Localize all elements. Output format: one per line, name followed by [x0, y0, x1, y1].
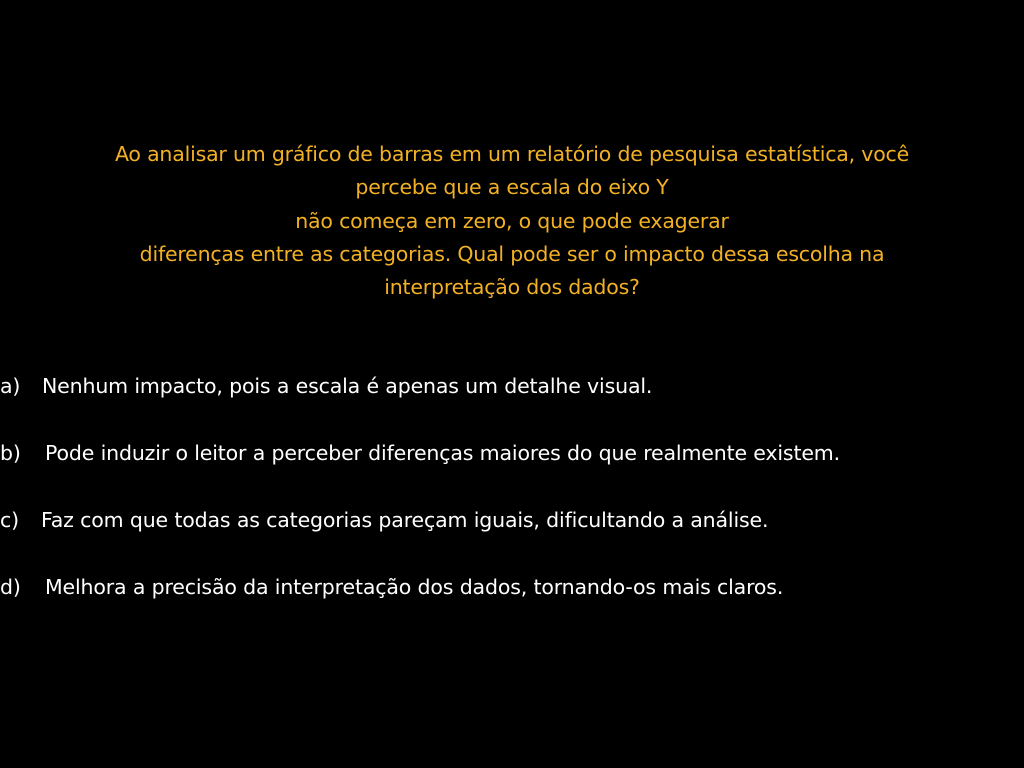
answer-options	[0, 369, 1024, 637]
option-text: Faz com que todas as categorias pareçam iguais, dificultando a análise.	[41, 508, 769, 532]
question-line: Ao analisar um gráfico de barras em um relatório de pesquisa estatística, você	[114, 142, 910, 166]
question-line: interpretação dos dados?	[384, 275, 640, 300]
option-text: Pode induzir o leitor a perceber diferenças maiores do que realmente existem.	[45, 441, 840, 465]
option-text: Nenhum impacto, pois a escala é apenas um detalhe visual.	[42, 374, 653, 398]
option-a[interactable]: a) Nenhum impacto, pois a escala é apenas um detalhe visual.	[0, 369, 1024, 436]
question-line: não começa em zero, o que pode exagerar	[295, 208, 729, 233]
option-b[interactable]: b) Pode induzir o leitor a perceber diferenças maiores do que realmente existem.	[0, 436, 1024, 503]
question-line: diferenças entre as categorias. Qual pode ser o impacto dessa escolha na	[139, 241, 885, 266]
option-text: Melhora a precisão da interpretação dos dados, tornando-os mais claros.	[45, 575, 784, 599]
option-c[interactable]: c) Faz com que todas as categorias pareçam iguais, dificultando a análise.	[0, 503, 1024, 570]
question-line: percebe que a escala do eixo Y	[355, 175, 669, 200]
question-text	[30, 138, 994, 304]
option-d[interactable]: d) Melhora a precisão da interpretação dos dados, tornando-os mais claros.	[0, 570, 1024, 637]
